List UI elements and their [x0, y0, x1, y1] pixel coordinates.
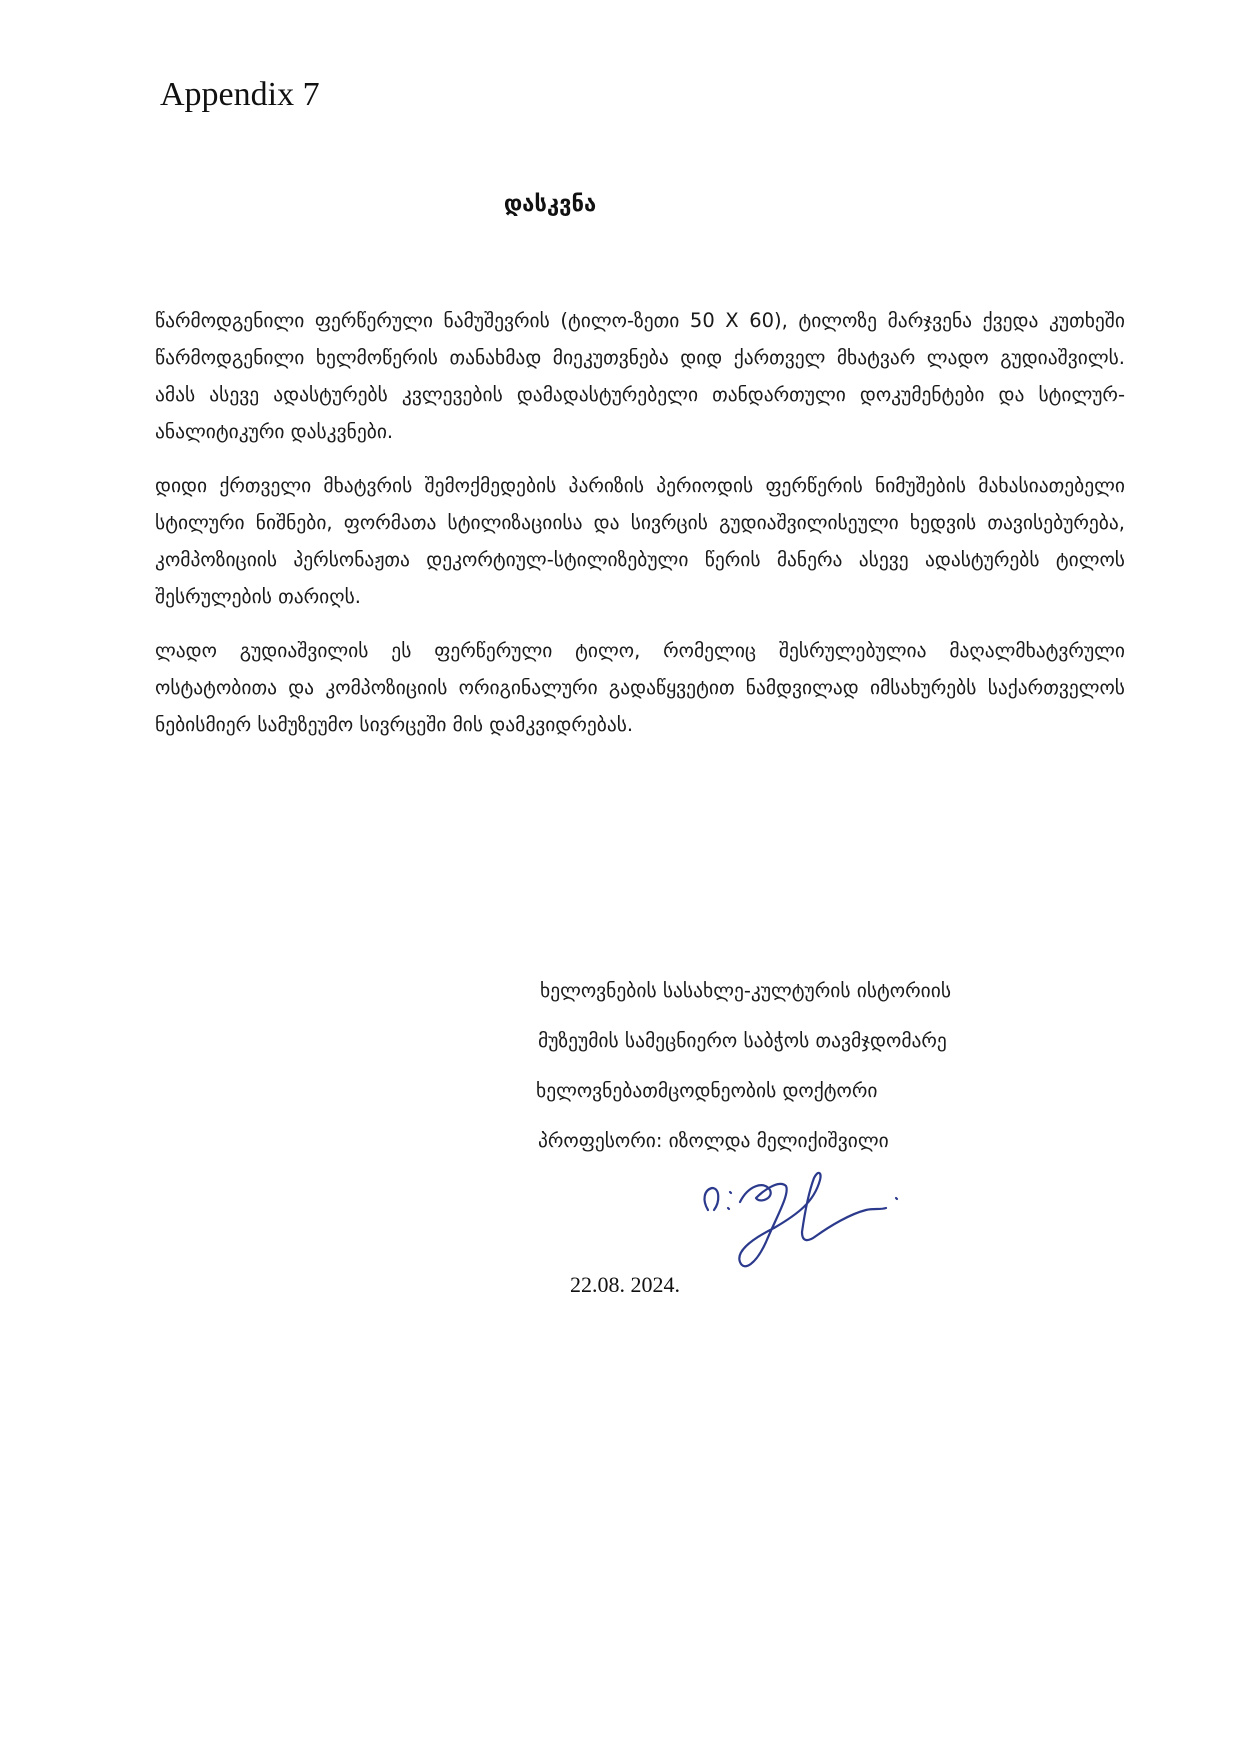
- signatory-block: [536, 966, 1160, 1166]
- document-body: [155, 302, 1125, 760]
- signature-stroke-tail: [896, 1198, 897, 1199]
- signatory-position: მუზეუმის სამეცნიერო საბჭოს თავმჯდომარე: [538, 1029, 947, 1052]
- signature-stroke-initial: [705, 1188, 719, 1210]
- paragraph-2: დიდი ქრთველი მხატვრის შემოქმედების პარიზის პერიოდის ფერწერის ნიმუშების მახასიათებელი სტილური ნიშნები, ფორმათა სტილიზაციისა და სივრცის გუდიაშვილისეული ხედვის თავისებურება, კომპოზიციის პერსონაჟთა დეკორტიულ-სტილიზებული წერის მანერა ასევე ადასტურებს ტილოს შესრულების თარიღს.: [155, 474, 1125, 608]
- paragraph-3: ლადო გუდიაშვილის ეს ფერწერული ტილო, რომელიც შესრულებულია მაღალმხატვრული ოსტატობითა და კომპოზიციის ორიგინალური გადაწყვეტით ნამდვილად იმსახურებს საქართველოს ნებისმიერ სამუზეუმო სივრცეში მის დამკვიდრებას.: [155, 639, 1125, 736]
- signature-stroke-dot: [730, 1192, 731, 1193]
- signature-stroke-dot-2: [728, 1208, 729, 1209]
- signatory-name: პროფესორი: იზოლდა მელიქიშვილი: [538, 1129, 889, 1152]
- document-date: 22.08. 2024.: [570, 1272, 680, 1297]
- signature-stroke-main: [739, 1173, 886, 1266]
- appendix-label: Appendix 7: [160, 76, 320, 113]
- signatory-institution: ხელოვნების სასახლე-კულტურის ისტორიის: [540, 979, 952, 1002]
- signatory-degree: ხელოვნებათმცოდნეობის დოქტორი: [536, 1079, 878, 1102]
- paragraph-1: წარმოდგენილი ფერწერული ნამუშევრის (ტილო-ზეთი 50 X 60), ტილოზე მარჯვენა ქვედა კუთხეში წარმოდგენილი ხელმოწერის თანახმად მიეკუთვნება დიდ ქართველ მხატვარ ლადო გუდიაშვილს. ამას ასევე ადასტურებს კვლევების დამადასტურებელი თანდართული დოკუმენტები და სტილურ-ანალიტიკური დასკვნები.: [155, 309, 1125, 443]
- document-title: დასკვნა: [503, 192, 597, 217]
- handwritten-signature-icon: [690, 1158, 930, 1278]
